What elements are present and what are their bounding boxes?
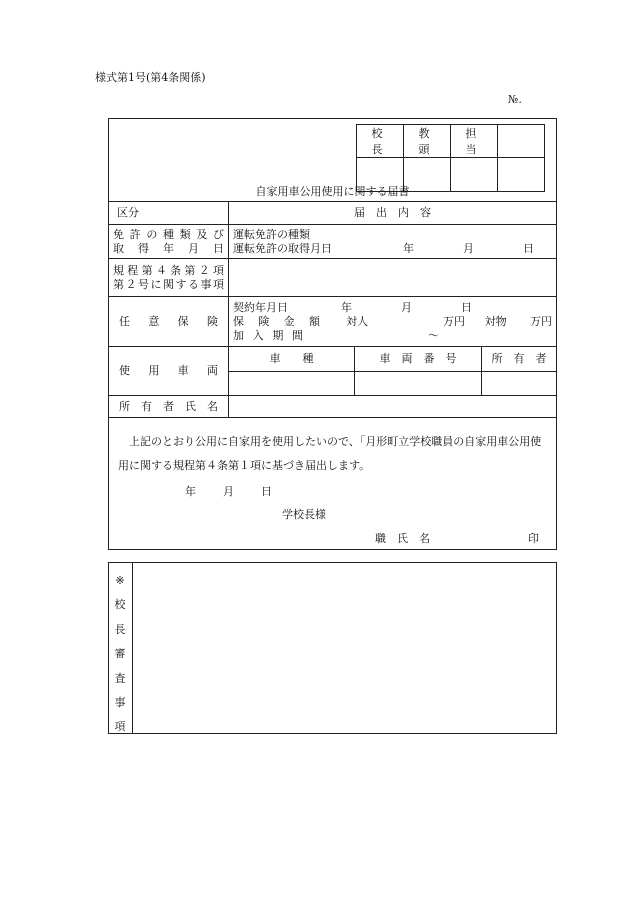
license-type: 運転免許の種類 bbox=[233, 227, 310, 241]
insurance-contract-date: 契約年月日 年 月 日 bbox=[233, 300, 472, 314]
table-head-row bbox=[109, 202, 557, 225]
number-mark: №. bbox=[508, 93, 522, 106]
insurance-content[interactable] bbox=[229, 297, 557, 347]
form-table bbox=[108, 201, 557, 418]
approval-vice-principal-header: 教 頭 bbox=[404, 125, 451, 158]
vehicle-model-header: 車 種 bbox=[229, 347, 355, 371]
insurance-row bbox=[109, 297, 557, 347]
license-row bbox=[109, 225, 557, 259]
insurance-amount: 保険金額 対人 万円 対物 万円 bbox=[233, 314, 552, 328]
signer-label: 職 氏 名 bbox=[375, 532, 430, 545]
rule-row bbox=[109, 259, 557, 297]
form-id: 様式第1号(第4条関係) bbox=[95, 71, 206, 84]
vehicle-subtable bbox=[229, 347, 556, 395]
owner-name-field[interactable] bbox=[229, 396, 557, 418]
license-content[interactable] bbox=[229, 225, 557, 259]
rule-content[interactable] bbox=[229, 259, 557, 297]
insurance-label: 任意保険 bbox=[109, 297, 229, 347]
form-title: 自家用車公用使用に関する届書 bbox=[255, 185, 410, 198]
vehicle-number-header: 車 両 番 号 bbox=[355, 347, 482, 371]
declaration-date[interactable]: 年 月 日 bbox=[185, 485, 272, 498]
vehicle-label: 使用車両 bbox=[109, 347, 229, 396]
owner-name-label: 所有者氏名 bbox=[109, 396, 229, 418]
category-header: 区分 bbox=[109, 202, 229, 225]
approval-stamp-table bbox=[356, 124, 545, 192]
vehicle-row bbox=[109, 347, 557, 396]
approval-staff-header: 担 当 bbox=[451, 125, 498, 158]
review-label: ※ 校 長 審 査 事 項 bbox=[114, 574, 126, 734]
insurance-period: 加入期間 ～ bbox=[233, 328, 439, 342]
vehicle-model-field[interactable] bbox=[229, 371, 355, 395]
review-box[interactable] bbox=[108, 562, 557, 734]
approval-blank-header bbox=[498, 125, 545, 158]
vehicle-owner-field[interactable] bbox=[482, 371, 557, 395]
vehicle-owner-header: 所 有 者 bbox=[482, 347, 557, 371]
rule-label: 規程第４条第２項 第２号に関する事項 bbox=[109, 259, 229, 297]
declaration-text: 上記のとおり公用に自家用を使用したいので、「月形町立学校職員の自家用車公用使用に関する規程第４条第１項に基づき届出します。 bbox=[118, 435, 542, 472]
vehicle-number-field[interactable] bbox=[355, 371, 482, 395]
license-date: 運転免許の取得月日 年 月 日 bbox=[233, 241, 534, 255]
vehicle-content bbox=[229, 347, 557, 396]
owner-name-row bbox=[109, 396, 557, 418]
content-header: 届 出 内 容 bbox=[229, 202, 557, 225]
license-label: 免許の種類及び 取得年月日 bbox=[109, 225, 229, 259]
approval-principal-header: 校 長 bbox=[357, 125, 404, 158]
addressee: 学校長様 bbox=[282, 508, 326, 521]
seal-mark: 印 bbox=[528, 532, 539, 545]
